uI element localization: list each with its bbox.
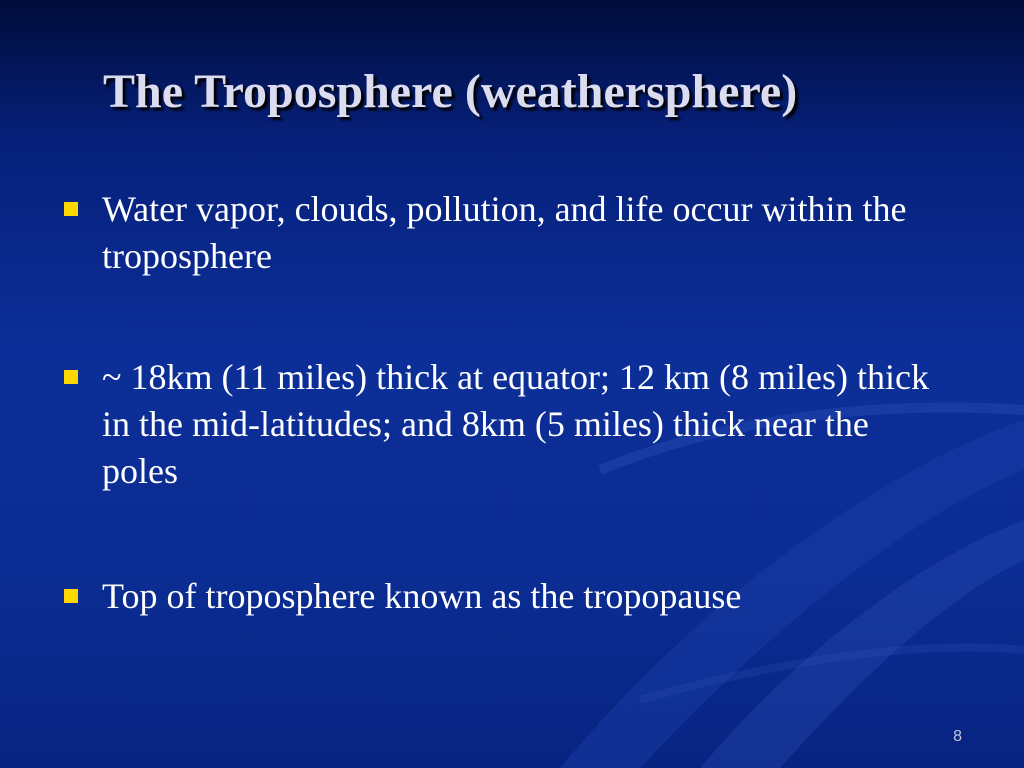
slide-title: The Troposphere (weathersphere): [103, 65, 798, 118]
square-bullet-icon: [64, 370, 78, 384]
bullet-text: Water vapor, clouds, pollution, and life occur within the troposphere: [102, 189, 907, 276]
square-bullet-icon: [64, 202, 78, 216]
square-bullet-icon: [64, 589, 78, 603]
bullet-text: ~ 18km (11 miles) thick at equator; 12 km (8 miles) thick in the mid-latitudes; and 8km (5 miles) thick near the poles: [102, 357, 929, 491]
slide-number: 8: [953, 728, 962, 745]
bullet-text: Top of troposphere known as the tropopause: [102, 576, 742, 616]
